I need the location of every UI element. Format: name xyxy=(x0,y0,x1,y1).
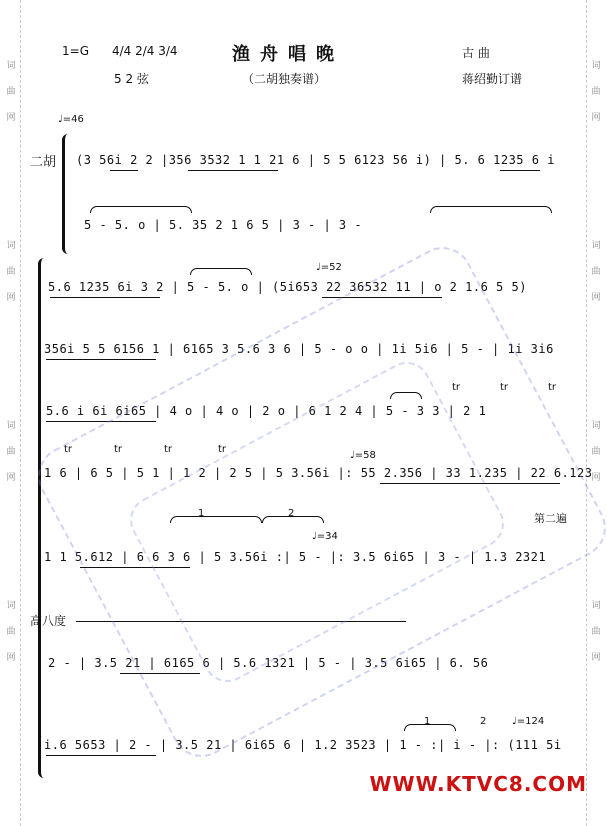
slur-arc xyxy=(430,206,552,213)
volta-second: 2 xyxy=(288,508,295,519)
tuning-label: 5 2 弦 xyxy=(114,72,149,86)
octave-up-marking: 高八度 xyxy=(30,614,67,628)
side-watermark-left-3: 词 曲 网 xyxy=(6,421,16,483)
trill-marking: tr xyxy=(64,444,73,455)
key-signature: 1=G xyxy=(62,44,89,58)
notation-row: 5 - 5. o | 5. 35 2 1 6 5 | 3 - | 3 - xyxy=(84,218,363,232)
trill-marking: tr xyxy=(114,444,123,455)
side-watermark-left: 词 曲 网 xyxy=(6,61,16,123)
system-brace xyxy=(38,258,47,778)
notation-row: 5.6 i 6i 6i65 | 4 o | 4 o | 2 o | 6 1 2 4 | 5 - 3 3 | 2 1 xyxy=(46,404,487,418)
beam-line xyxy=(46,755,156,756)
notation-row: 356i 5 5 6156 1 | 6165 3 5.6 3 6 | 5 - o o | 1i 5i6 | 5 - | 1i 3i6 xyxy=(44,342,554,356)
page-title: 渔舟唱晚 xyxy=(232,44,344,65)
beam-line xyxy=(50,297,160,298)
right-margin-line xyxy=(586,0,587,826)
tempo-marking: ♩=58 xyxy=(350,450,376,461)
notation-row: 1 6 | 6 5 | 5 1 | 1 2 | 2 5 | 5 3.56i |: 55 2.356 | 33 1.235 | 22 6.123 xyxy=(44,466,593,480)
volta-first: 1 xyxy=(424,716,431,727)
trill-marking: tr xyxy=(548,382,557,393)
tempo-marking: ♩=34 xyxy=(312,531,338,542)
side-watermark-right-4: 词 曲 网 xyxy=(591,601,601,663)
beam-line xyxy=(188,170,278,171)
notation-row: 1 1 5.612 | 6 6 3 6 | 5 3.56i :| 5 - |: 3.5 6i65 | 3 - | 1.3 2321 xyxy=(44,550,547,564)
side-watermark-left-2: 词 曲 网 xyxy=(6,241,16,303)
arranger-credit: 蒋绍勤订谱 xyxy=(462,72,523,86)
trill-marking: tr xyxy=(452,382,461,393)
tempo-marking: ♩=46 xyxy=(58,114,84,125)
beam-line xyxy=(110,170,138,171)
volta-first: 1 xyxy=(198,508,205,519)
second-time-marking: 第二遍 xyxy=(534,512,567,525)
tempo-marking: ♩=124 xyxy=(512,716,545,727)
tempo-marking: ♩=52 xyxy=(316,262,342,273)
side-watermark-right-3: 词 曲 网 xyxy=(591,421,601,483)
volta-second: 2 xyxy=(480,716,487,727)
trill-marking: tr xyxy=(500,382,509,393)
trill-marking: tr xyxy=(164,444,173,455)
notation-row: (3 56i 2 2 |356 3532 1 1 21 6 | 5 5 6123 56 i) | 5. 6 1235 6 i xyxy=(76,153,555,167)
side-watermark-left-4: 词 曲 网 xyxy=(6,601,16,663)
origin-label: 古 曲 xyxy=(462,46,490,60)
subtitle: （二胡独奏谱） xyxy=(242,72,327,86)
site-logo: WWW.KTVC8.COM xyxy=(369,772,587,796)
notation-row: 2 - | 3.5 21 | 6165 6 | 5.6 1321 | 5 - | 3.5 6i65 | 6. 56 xyxy=(48,656,489,670)
system-brace xyxy=(62,134,71,254)
left-margin-line xyxy=(20,0,21,826)
beam-line xyxy=(46,359,156,360)
slur-arc xyxy=(90,206,192,213)
beam-line xyxy=(500,170,540,171)
slur-arc xyxy=(190,268,252,275)
time-signatures: 4/4 2/4 3/4 xyxy=(112,44,178,58)
side-watermark-right-2: 词 曲 网 xyxy=(591,241,601,303)
notation-row: 5.6 1235 6i 3 2 | 5 - 5. o | (5i653 22 36532 11 | o 2 1.6 5 5) xyxy=(48,280,527,294)
instrument-label: 二胡 xyxy=(30,155,57,170)
trill-marking: tr xyxy=(218,444,227,455)
side-watermark-right: 词 曲 网 xyxy=(591,61,601,123)
notation-row: i.6 5653 | 2 - | 3.5 21 | 6i65 6 | 1.2 3523 | 1 - :| i - |: (111 5i xyxy=(44,738,562,752)
